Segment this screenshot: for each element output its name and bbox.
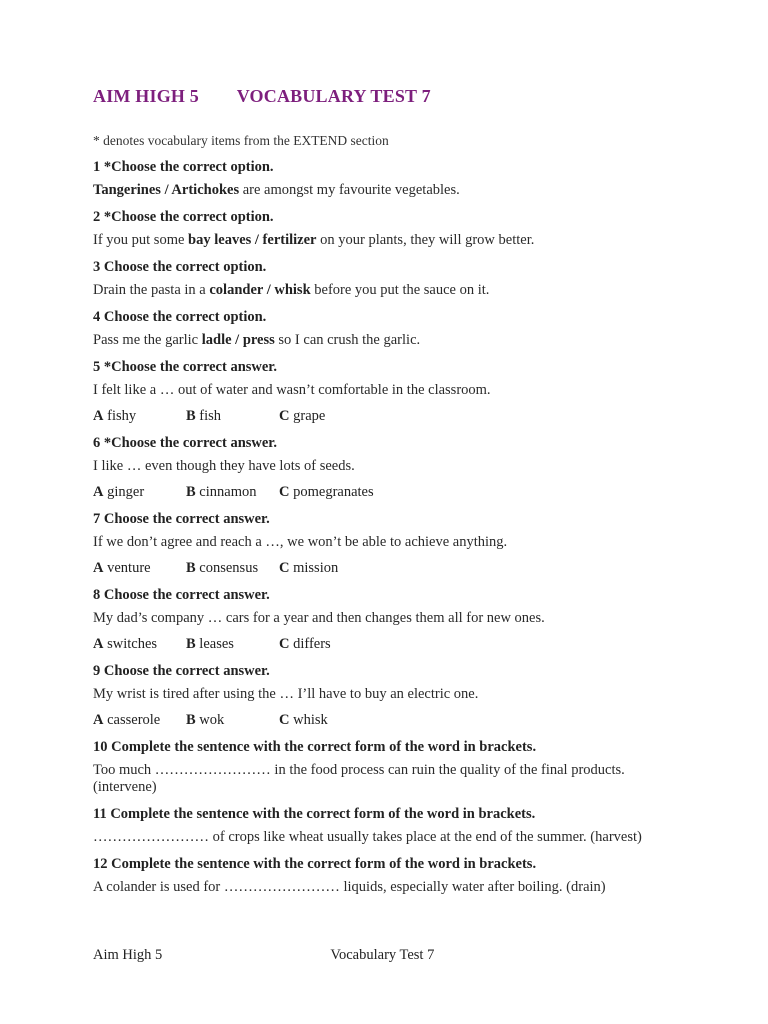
answer-options xyxy=(93,636,683,653)
footer-test-title: Vocabulary Test 7 xyxy=(330,947,435,963)
option-text: ginger xyxy=(107,484,145,500)
question-11 xyxy=(93,805,683,846)
option-text: fish xyxy=(199,408,222,424)
option-text: differs xyxy=(293,636,331,652)
question-sentence xyxy=(93,282,683,299)
question-1 xyxy=(93,158,683,199)
question-sentence xyxy=(93,332,683,349)
sentence-fragment: Pass me the garlic xyxy=(93,332,202,348)
header-course-title: AIM HIGH 5 xyxy=(93,86,200,106)
answer-option-c xyxy=(279,408,325,425)
question-9 xyxy=(93,662,683,729)
option-letter: A xyxy=(93,712,104,728)
option-letter: C xyxy=(279,636,290,652)
question-title: 5 *Choose the correct answer. xyxy=(93,359,278,375)
question-title: 12 Complete the sentence with the correct form of the word in brackets. xyxy=(93,856,537,872)
answer-option-a xyxy=(93,636,186,653)
answer-option-c xyxy=(279,712,328,729)
option-letter: B xyxy=(186,484,196,500)
question-sentence xyxy=(93,610,683,627)
answer-option-a xyxy=(93,560,186,577)
question-title: 8 Choose the correct answer. xyxy=(93,587,270,603)
option-text: whisk xyxy=(293,712,328,728)
answer-option-b xyxy=(186,408,279,425)
question-title: 9 Choose the correct answer. xyxy=(93,663,270,679)
option-letter: A xyxy=(93,408,104,424)
sentence-fragment: are amongst my favourite vegetables. xyxy=(239,182,460,198)
option-text: venture xyxy=(107,560,151,576)
question-5 xyxy=(93,358,683,425)
sentence-fragment: I felt like a … out of water and wasn’t comfortable in the classroom. xyxy=(93,382,491,398)
sentence-fragment: A colander is used for …………………… liquids, especially water after boiling. (drain) xyxy=(93,879,606,895)
sentence-fragment: I like … even though they have lots of seeds. xyxy=(93,458,355,474)
answer-option-a xyxy=(93,484,186,501)
question-3 xyxy=(93,258,683,299)
question-12 xyxy=(93,855,683,896)
sentence-fragment: If you put some xyxy=(93,232,189,248)
page-header xyxy=(93,86,431,107)
option-text: switches xyxy=(107,636,158,652)
question-sentence xyxy=(93,879,683,896)
sentence-fragment: so I can crush the garlic. xyxy=(274,332,421,348)
answer-option-a xyxy=(93,712,186,729)
answer-option-b xyxy=(186,636,279,653)
sentence-fragment: before you put the sauce on it. xyxy=(310,282,490,298)
question-title: 7 Choose the correct answer. xyxy=(93,511,270,527)
option-letter: C xyxy=(279,408,290,424)
option-choice: colander / whisk xyxy=(209,282,311,298)
sentence-fragment: Drain the pasta in a xyxy=(93,282,210,298)
question-sentence xyxy=(93,382,683,399)
question-sentence xyxy=(93,458,683,475)
question-sentence xyxy=(93,182,683,199)
answer-option-b xyxy=(186,712,279,729)
option-choice: Tangerines / Artichokes xyxy=(93,182,240,198)
option-text: leases xyxy=(199,636,234,652)
question-10 xyxy=(93,738,683,796)
answer-option-c xyxy=(279,636,331,653)
question-sentence xyxy=(93,762,683,796)
option-text: fishy xyxy=(107,408,137,424)
question-title: 4 Choose the correct option. xyxy=(93,309,267,325)
option-letter: A xyxy=(93,560,104,576)
option-letter: B xyxy=(186,712,196,728)
option-choice: bay leaves / fertilizer xyxy=(188,232,317,248)
option-letter: B xyxy=(186,408,196,424)
option-text: mission xyxy=(293,560,339,576)
question-sentence xyxy=(93,686,683,703)
question-sentence xyxy=(93,829,683,846)
option-letter: C xyxy=(279,712,290,728)
answer-options xyxy=(93,408,683,425)
option-text: casserole xyxy=(107,712,161,728)
question-sentence xyxy=(93,232,683,249)
option-choice: ladle / press xyxy=(201,332,275,348)
footer-course-title: Aim High 5 xyxy=(93,947,163,963)
question-title: 6 *Choose the correct answer. xyxy=(93,435,278,451)
answer-option-c xyxy=(279,484,374,501)
question-4 xyxy=(93,308,683,349)
question-6 xyxy=(93,434,683,501)
question-title: 1 *Choose the correct option. xyxy=(93,159,274,175)
sentence-fragment: My wrist is tired after using the … I’ll have to buy an electric one. xyxy=(93,686,479,702)
option-letter: A xyxy=(93,484,104,500)
option-text: cinnamon xyxy=(199,484,257,500)
answer-option-c xyxy=(279,560,338,577)
answer-options xyxy=(93,484,683,501)
option-letter: C xyxy=(279,484,290,500)
question-sentence xyxy=(93,534,683,551)
sentence-fragment: If we don’t agree and reach a …, we won’t be able to achieve anything. xyxy=(93,534,508,550)
option-text: wok xyxy=(199,712,225,728)
option-letter: A xyxy=(93,636,104,652)
option-text: consensus xyxy=(199,560,259,576)
option-letter: C xyxy=(279,560,290,576)
option-text: grape xyxy=(293,408,326,424)
answer-options xyxy=(93,560,683,577)
option-text: pomegranates xyxy=(293,484,374,500)
sentence-fragment: My dad’s company … cars for a year and then changes them all for new ones. xyxy=(93,610,545,626)
question-8 xyxy=(93,586,683,653)
option-letter: B xyxy=(186,560,196,576)
sentence-fragment: on your plants, they will grow better. xyxy=(316,232,535,248)
sentence-fragment: …………………… of crops like wheat usually takes place at the end of the summer. (harvest) xyxy=(93,829,642,845)
answer-option-a xyxy=(93,408,186,425)
question-list xyxy=(93,158,683,905)
question-title: 10 Complete the sentence with the correct form of the word in brackets. xyxy=(93,739,537,755)
header-test-title: VOCABULARY TEST 7 xyxy=(236,86,431,106)
answer-options xyxy=(93,712,683,729)
answer-option-b xyxy=(186,484,279,501)
answer-option-b xyxy=(186,560,279,577)
extend-note: * denotes vocabulary items from the EXTEND section xyxy=(93,133,389,148)
sentence-fragment: Too much …………………… in the food process can ruin the quality of the final products. (intervene) xyxy=(93,762,625,795)
option-letter: B xyxy=(186,636,196,652)
question-2 xyxy=(93,208,683,249)
question-title: 3 Choose the correct option. xyxy=(93,259,267,275)
question-title: 2 *Choose the correct option. xyxy=(93,209,274,225)
question-7 xyxy=(93,510,683,577)
page-footer xyxy=(93,947,434,964)
question-title: 11 Complete the sentence with the correct form of the word in brackets. xyxy=(93,806,536,822)
